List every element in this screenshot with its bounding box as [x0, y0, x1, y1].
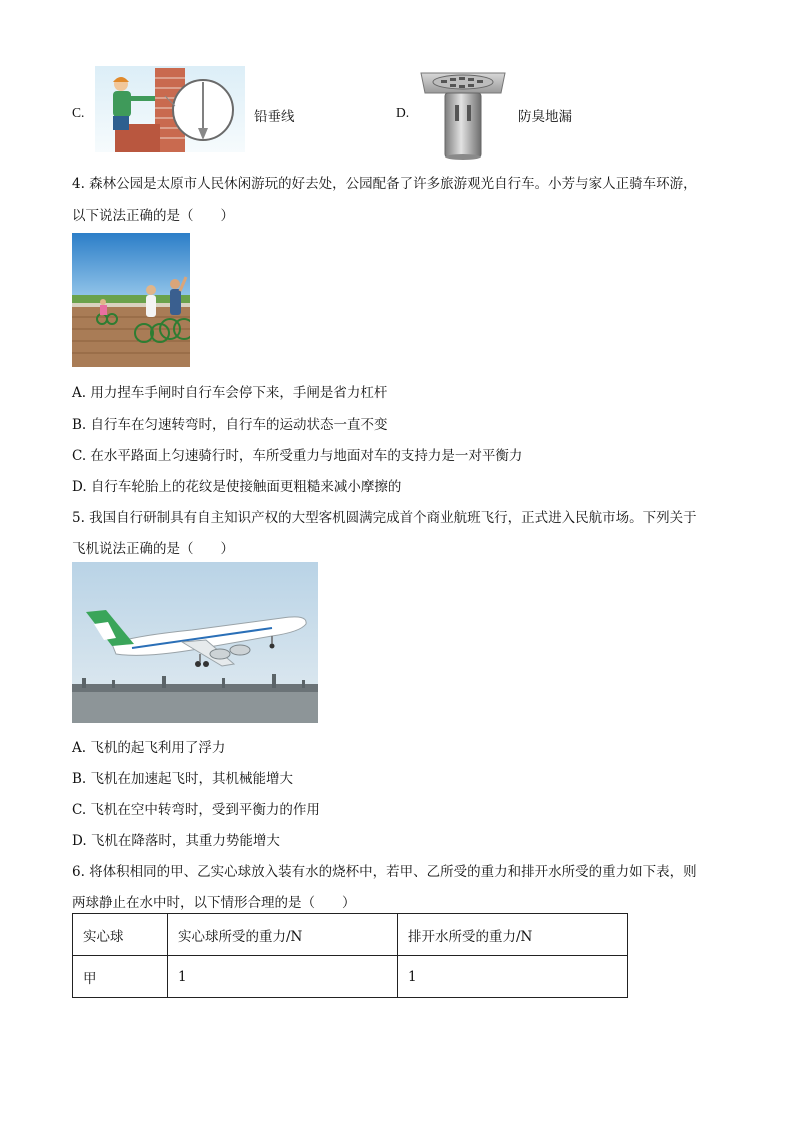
- c919-airplane-image: [72, 562, 318, 723]
- q6-data-table: [72, 913, 628, 998]
- q5-option-d: D. 飞机在降落时，其重力势能增大: [72, 833, 280, 849]
- q4-stem-line1: 4. 森林公园是太原市人民休闲游玩的好去处，公园配备了许多旅游观光自行车。小芳与家人正骑车环游，: [72, 176, 697, 192]
- q6-stem-line2: 两球静止在水中时，以下情形合理的是（ ）: [72, 895, 356, 911]
- table-header-cell: 实心球: [73, 914, 168, 956]
- q4-option-b: B. 自行车在匀速转弯时，自行车的运动状态一直不变: [72, 417, 388, 433]
- q3-option-c-letter: C.: [72, 105, 85, 120]
- floor-drain-image: [417, 63, 509, 161]
- q4-option-d: D. 自行车轮胎上的花纹是使接触面更粗糙来减小摩擦的: [72, 479, 402, 495]
- q4-stem-line2: 以下说法正确的是（ ）: [72, 208, 234, 224]
- family-cycling-image: [72, 233, 190, 367]
- q5-option-b: B. 飞机在加速起飞时，其机械能增大: [72, 771, 294, 787]
- worker-plumb-line-image: [95, 66, 245, 152]
- table-header-row: [73, 914, 628, 956]
- q4-option-c: C. 在水平路面上匀速骑行时，车所受重力与地面对车的支持力是一对平衡力: [72, 448, 523, 464]
- q3-option-d-letter: D.: [396, 105, 410, 120]
- q6-stem-line1: 6. 将体积相同的甲、乙实心球放入装有水的烧杯中，若甲、乙所受的重力和排开水所受的重力如下表，则: [72, 864, 697, 880]
- table-cell: 1: [168, 956, 398, 998]
- q4-option-a: A. 用力捏车手闸时自行车会停下来，手闸是省力杠杆: [72, 385, 388, 401]
- table-cell: 1: [398, 956, 628, 998]
- q3-option-d-label: 防臭地漏: [518, 109, 572, 125]
- q5-option-c: C. 飞机在空中转弯时，受到平衡力的作用: [72, 802, 320, 818]
- table-header-cell: 实心球所受的重力/N: [168, 914, 398, 956]
- q3-option-c-label: 铅垂线: [254, 109, 295, 125]
- q5-option-a: A. 飞机的起飞利用了浮力: [72, 740, 226, 756]
- table-header-cell: 排开水所受的重力/N: [398, 914, 628, 956]
- q5-stem-line1: 5. 我国自行研制具有自主知识产权的大型客机圆满完成首个商业航班飞行，正式进入民航市场。下列关于: [72, 510, 697, 526]
- table-cell: 甲: [73, 956, 168, 998]
- q5-stem-line2: 飞机说法正确的是（ ）: [72, 541, 234, 557]
- table-row: [73, 956, 628, 998]
